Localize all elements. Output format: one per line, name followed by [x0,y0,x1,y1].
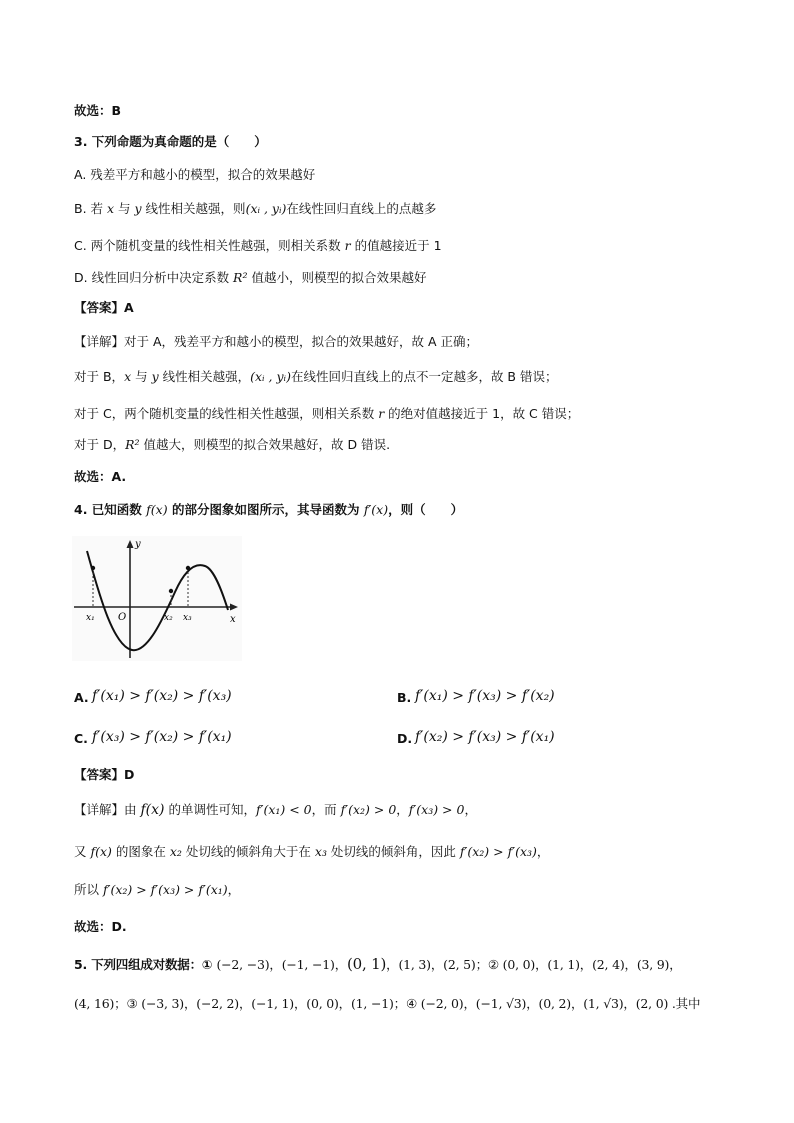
q4-d3-expr: f′(x₂) > f′(x₃) > f′(x₁) [102,882,228,897]
q3-answer: 【答案】A [74,300,134,315]
q3-d2-var-y: y [151,369,159,384]
q3-d3-text: 的绝对值越接近于 1，故 C 错误； [384,406,580,421]
x2-point [169,589,173,593]
q3-detail-2 [74,368,557,386]
q4-option-d: f′(x₂) > f′(x₃) > f′(x₁) [415,729,555,745]
q4-d1-text: ，而 [311,802,341,817]
y-axis-label: y [135,539,141,550]
q3-d-var-r2: R² [233,270,248,285]
q3-d3-text: 对于 C，两个随机变量的线性相关性越强，则相关系数 [74,406,379,421]
x3-label: x₃ [183,613,192,623]
q5-pair: (2, 5) [443,957,476,972]
q5-sep: ， [463,996,476,1011]
q4-d2-x2: x₂ [169,844,182,859]
q3-d4-text: 值越大，则模型的拟合效果越好，故 D 错误. [139,437,391,452]
q4-d2-text: 又 [74,844,91,859]
q5-pair: (0, 1) [347,955,387,973]
q3-c-text: 的值越接近于 1 [350,238,442,253]
q3-detail-1: 【详解】对于 A，残差平方和越小的模型，拟合的效果越好，故 A 正确； [74,334,479,349]
q3-b-var-x: x [107,201,115,216]
q3-c-text: C. 两个随机变量的线性相关性越强，则相关系数 [74,238,345,253]
q4-d1-text: 的单调性可知， [164,802,256,817]
q4-d1-text: 【详解】由 [74,802,141,817]
x1-point [91,566,95,570]
q4-stem [74,501,463,519]
q4-d2-expr: f′(x₃) [507,844,537,859]
q3-d2-var-x: x [124,369,132,384]
q5-pair: (0, 0) [502,957,536,972]
q4-stem-text: 4. 已知函数 [74,502,147,517]
q5-line-2 [74,995,700,1013]
q5-sep: ， [183,996,197,1011]
x3-point [186,566,190,570]
q5-pair: (−3, 3) [141,996,184,1011]
q4-option-c: f′(x₃) > f′(x₂) > f′(x₁) [92,729,232,745]
q3-d4-text: 对于 D， [74,437,126,452]
q4-option-a-label: A. [74,690,89,705]
q5-pair: (0, 0) [306,996,339,1011]
q4-d2-text: 的图象在 [111,844,170,859]
q5-sep: ， [526,996,539,1011]
function-graph [72,536,242,661]
q5-sep: ， [579,957,593,972]
q5-sep: ；② [475,957,503,972]
q3-b-text: 在线性回归直线上的点越多 [286,201,437,216]
q5-sep: ， [669,957,682,972]
q4-d1-expr: f′(x₁) < 0 [255,802,312,817]
q3-b-text: B. 若 [74,201,107,216]
q4-d3-text: 所以 [74,882,103,897]
x-axis-label: x [230,614,236,625]
q4-detail-1 [74,801,477,819]
graph-background [72,536,242,661]
q5-line-1 [74,955,682,974]
q5-pair: (4, 16) [74,996,115,1011]
q5-sep: ， [535,957,548,972]
q5-sep: ， [386,957,399,972]
x2-label: x₂ [164,613,173,623]
q5-pair: (1, 3) [398,957,431,972]
q4-option-b: f′(x₁) > f′(x₃) > f′(x₂) [415,688,555,704]
q4-answer: 【答案】D [74,767,135,782]
q4-stem-text: ，则（ ） [388,502,464,517]
q5-sep: ；③ [114,996,142,1011]
q4-d2-text: 处切线的倾斜角大于在 [181,844,315,859]
q5-pair: (−1, −1) [281,957,335,972]
q5-sep: ， [293,996,307,1011]
q5-sep: ， [624,957,637,972]
q5-stem-text: .其中 [668,996,701,1011]
q3-d2-text: 线性相关越强， [158,369,251,384]
q5-pair: (0, 2) [538,996,571,1011]
q4-stem-fx: f(x) [146,502,168,517]
q5-sep: ， [238,996,252,1011]
q3-b-text: 线性相关越强，则 [141,201,246,216]
q4-option-d-label: D. [397,731,413,746]
q3-option-a: A. 残差平方和越小的模型，拟合的效果越好 [74,167,316,182]
q3-stem: 3. 下列命题为真命题的是（ ） [74,134,267,149]
q3-choose: 故选：A. [74,469,127,484]
previous-answer-line: 故选：B [74,103,122,118]
q4-d2-expr: f′(x₂) > [459,844,504,859]
q5-pair: (−2, 2) [196,996,239,1011]
q4-detail-3 [74,881,240,899]
q4-d3-text: ， [227,882,241,897]
q3-detail-3 [74,405,579,423]
q3-d2-text: 对于 B， [74,369,125,384]
q4-choose: 故选：D. [74,919,127,934]
q3-d2-point: (xᵢ , yᵢ) [250,369,291,384]
q4-d2-fx: f(x) [90,844,112,859]
q3-d-text: D. 线性回归分析中决定系数 [74,270,234,285]
q4-detail-2 [74,843,549,861]
q4-option-c-label: C. [74,731,88,746]
x1-label: x₁ [86,613,95,623]
q5-sep: ， [570,996,584,1011]
q5-pair: (1, −1) [350,996,394,1011]
q5-pair: (−2, 0) [420,996,464,1011]
q4-d1-text: ， [464,802,477,817]
q3-d4-var-r2: R² [125,437,140,452]
q3-option-b [74,200,436,218]
q5-pair: (2, 0) [635,996,669,1011]
q5-pair: (−1, √3) [475,996,527,1011]
q3-option-c [74,237,442,255]
q4-stem-text: 的部分图象如图所示，其导函数为 [167,502,364,517]
q4-d1-text: ， [396,802,409,817]
q4-option-a: f′(x₁) > f′(x₂) > f′(x₃) [92,688,232,704]
q4-d2-x3: x₃ [314,844,327,859]
q5-pair: (1, √3) [583,996,624,1011]
q3-c-var-r: r [344,238,351,253]
q3-b-point: (xᵢ , yᵢ) [245,201,287,216]
q5-pair: (−1, 1) [251,996,294,1011]
origin-label: O [118,612,127,623]
q5-sep: ， [430,957,444,972]
q3-d3-var-r: r [378,406,385,421]
q5-pair: (3, 9) [636,957,670,972]
q4-d1-expr: f′(x₃) > 0 [408,802,465,817]
q4-d2-text: ， [536,844,550,859]
q4-d1-expr: f′(x₂) > 0 [340,802,397,817]
q4-option-b-label: B. [397,690,412,705]
q5-sep: ， [623,996,636,1011]
q3-detail-4 [74,436,390,454]
q5-sep: ， [269,957,282,972]
q5-pair: (1, 1) [547,957,580,972]
q3-b-text: 与 [114,201,135,216]
q4-d2-text: 处切线的倾斜角，因此 [326,844,460,859]
q3-d-text: 值越小，则模型的拟合效果越好 [247,270,427,285]
q4-stem-fpx: f′(x) [363,502,389,517]
q3-d2-text: 在线性回归直线上的点不一定越多，故 B 错误； [290,369,558,384]
q5-pair: (2, 4) [592,957,625,972]
q5-pair: (−2, −3) [216,957,270,972]
q4-d1-fx: f(x) [140,802,165,818]
q5-sep: ， [338,996,351,1011]
q5-stem-text: 5. 下列四组成对数据：① [74,957,217,972]
q3-option-d [74,269,426,287]
q5-sep: ；④ [393,996,421,1011]
q3-b-var-y: y [134,201,142,216]
q5-sep: ， [334,957,347,972]
q3-d2-text: 与 [131,369,152,384]
